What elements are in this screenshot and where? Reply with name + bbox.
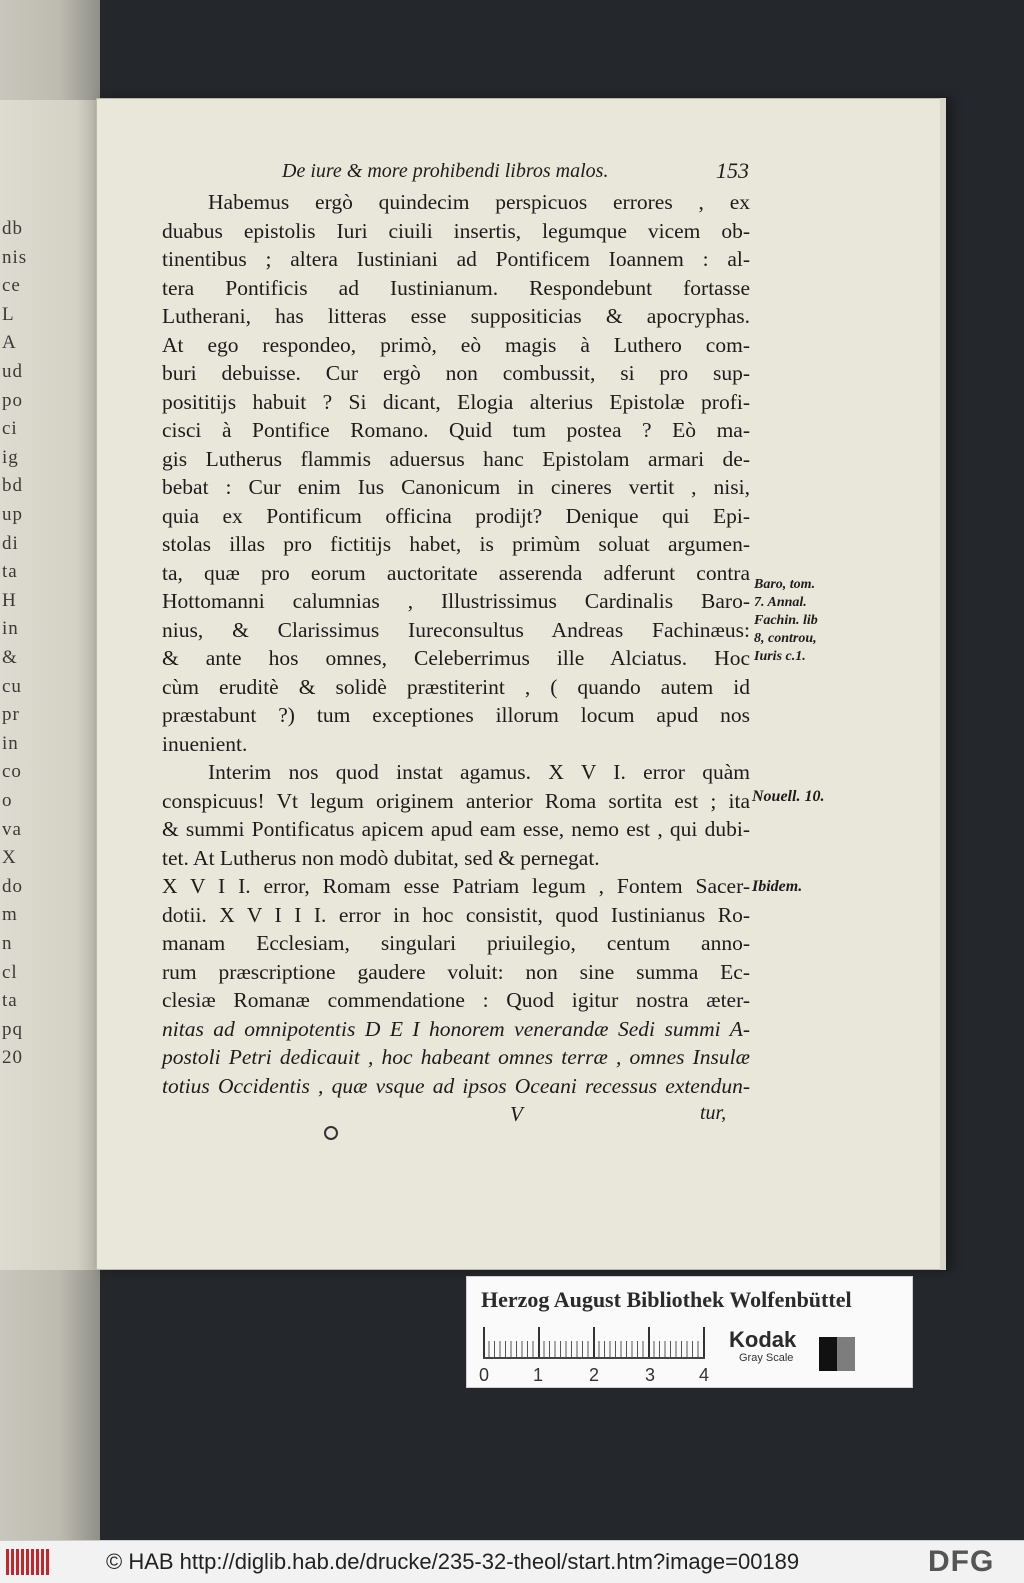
text-line: X V I I. error, Romam esse Patriam legum , Fontem Sacer- [162, 874, 750, 898]
margin-note-baronius: Baro, tom. 7. Annal. Fachin. lib 8, controu, Iuris c.1. [754, 577, 818, 664]
ruler-number: 0 [479, 1365, 490, 1385]
text-line: cùm eruditè & solidè præstiterint , ( quando autem id [162, 674, 750, 699]
gray-patch-black [819, 1337, 837, 1371]
text-line: At ego respondeo, primò, eò magis à Luthero com- [162, 332, 750, 357]
text-line: Interim nos quod instat agamus. X V I. error quàm [208, 760, 750, 784]
facing-page-fragment: in [2, 732, 19, 754]
facing-page-fragment: H [2, 589, 17, 611]
text-line: posititijs habuit ? Si dicant, Elogia alterius Epistolæ profi- [162, 389, 750, 414]
scan-color-label [466, 1276, 913, 1388]
text-line: cisci à Pontifice Romano. Quid tum postea ? Eò ma- [162, 418, 750, 442]
scale-ruler [483, 1327, 705, 1359]
text-line: & summi Pontificatus apicem apud eam esse, nemo est , qui dubi- [162, 817, 750, 841]
facing-page-fragment: ci [2, 418, 18, 440]
text-line: totius Occidentis , quæ vsque ad ipsos Oceani recessus extendun- [162, 1073, 750, 1098]
text-line: præstabunt ?) tum exceptiones illorum locum apud nos [162, 703, 750, 727]
text-line: nius, & Clarissimus Iureconsultus Andreas Fachinæus: [162, 617, 750, 642]
facing-page-fragment: po [2, 389, 23, 411]
text-line: conspicuus! Vt legum originem anterior Roma sortita est ; ita [162, 788, 750, 813]
text-line: Habemus ergò quindecim perspicuos errores , ex [208, 190, 750, 214]
facing-page-fragment: ta [2, 561, 18, 583]
dfg-logo: DFG [928, 1545, 995, 1578]
text-line: gis Lutherus flammis aduersus hanc Epistolam armari de- [162, 446, 750, 471]
facing-page-fragment: co [2, 761, 22, 783]
facing-page-fragment: & [2, 647, 18, 668]
margin-note-novell: Nouell. 10. [752, 788, 825, 805]
ruler-number: 3 [645, 1365, 656, 1385]
facing-page-fragment: L [2, 303, 15, 325]
ink-dot [324, 1126, 338, 1140]
facing-page-fragment: va [2, 818, 22, 840]
facing-page-fragment: ta [2, 990, 18, 1012]
text-line: tera Pontificis ad Iustinianum. Respondebunt fortasse [162, 275, 750, 300]
margin-note-ibidem: Ibidem. [752, 878, 803, 895]
facing-page-fragment: cu [2, 675, 22, 697]
text-line: Hottomanni calumnias , Illustrissimus Cardinalis Baro- [162, 589, 750, 613]
copyright-link[interactable]: © HAB http://diglib.hab.de/drucke/235-32-theol/start.htm?image=00189 [106, 1549, 800, 1574]
running-head: De iure & more prohibendi libros malos. [282, 160, 609, 182]
hab-barcode-icon [6, 1549, 50, 1575]
text-line: rum præscriptione gaudere voluit: non sine summa Ec- [162, 959, 750, 984]
page-number: 153 [716, 158, 749, 183]
gray-scale-caption: Gray Scale [739, 1352, 794, 1364]
signature-mark: V [510, 1102, 523, 1126]
text-line: stolas illas pro fictitijs habet, is primùm soluat argumen- [162, 532, 750, 556]
text-line: ta, quæ pro eorum auctoritate asserenda adferunt contra [162, 560, 750, 585]
facing-page-fragment: in [2, 618, 19, 640]
catchword: tur, [700, 1102, 727, 1124]
facing-page-fragment: o [2, 790, 13, 811]
facing-page-fragment: di [2, 532, 19, 554]
text-line: Lutherani, has litteras esse suppositicias & apocryphas. [162, 304, 750, 328]
facing-page-fragment: nis [2, 246, 28, 268]
text-line: & ante hos omnes, Celeberrimus ille Alciatus. Hoc [162, 646, 750, 670]
facing-page-fragment: A [2, 332, 17, 354]
facing-page-fragment: cl [2, 961, 18, 983]
facing-page-fragment: n [2, 933, 13, 954]
text-line: tet. At Lutherus non modò dubitat, sed & pernegat. [162, 845, 600, 870]
facing-page-fragment: ud [2, 361, 23, 382]
ruler-number: 2 [589, 1365, 600, 1385]
text-line: buri debuisse. Cur ergò non combussit, si pro sup- [162, 361, 750, 385]
kodak-logo: Kodak [729, 1327, 797, 1352]
ruler-number: 4 [699, 1365, 710, 1385]
viewer-footer [0, 1540, 1024, 1583]
text-line: tinentibus ; altera Iustiniani ad Pontificem Ioannem : al- [162, 247, 750, 271]
facing-page-fragment: up [2, 504, 23, 525]
facing-page-fragment: ce [2, 275, 21, 297]
text-line: dotii. X V I I I. error in hoc consistit, quod Iustinianus Ro- [162, 902, 750, 927]
text-line: duabus epistolis Iuri ciuili insertis, legumque vicem ob- [162, 218, 750, 243]
text-line: postoli Petri dedicauit , hoc habeant omnes terræ , omnes Insulæ [162, 1045, 750, 1069]
facing-page-fragment: 20 [2, 1047, 23, 1069]
text-line: nitas ad omnipotentis D E I honorem venerandæ Sedi summi A- [162, 1016, 750, 1041]
facing-page-fragment: bd [2, 475, 23, 497]
text-line: manam Ecclesiam, singulari priuilegio, centum anno- [162, 931, 750, 955]
facing-page-fragment: pr [2, 704, 20, 726]
gray-patch-gray [837, 1337, 855, 1371]
text-line: inuenient. [162, 731, 248, 756]
text-line: clesiæ Romanæ commendatione : Quod igitur nostra æter- [162, 988, 750, 1012]
ruler-number: 1 [533, 1365, 544, 1385]
text-line: bebat : Cur enim Ius Canonicum in cineres vertit , nisi, [162, 475, 750, 499]
text-line: quia ex Pontificum officina prodijt? Denique qui Epi- [162, 503, 750, 528]
facing-page-fragment: db [2, 218, 23, 239]
facing-page-fragment: ig [2, 446, 19, 468]
facing-page-fragment: pq [2, 1018, 23, 1040]
facing-page-fragment: X [2, 847, 17, 869]
facing-page-fragment: do [2, 875, 23, 897]
institution-name: Herzog August Bibliothek Wolfenbüttel [481, 1287, 852, 1312]
facing-page-fragment: m [2, 904, 18, 926]
